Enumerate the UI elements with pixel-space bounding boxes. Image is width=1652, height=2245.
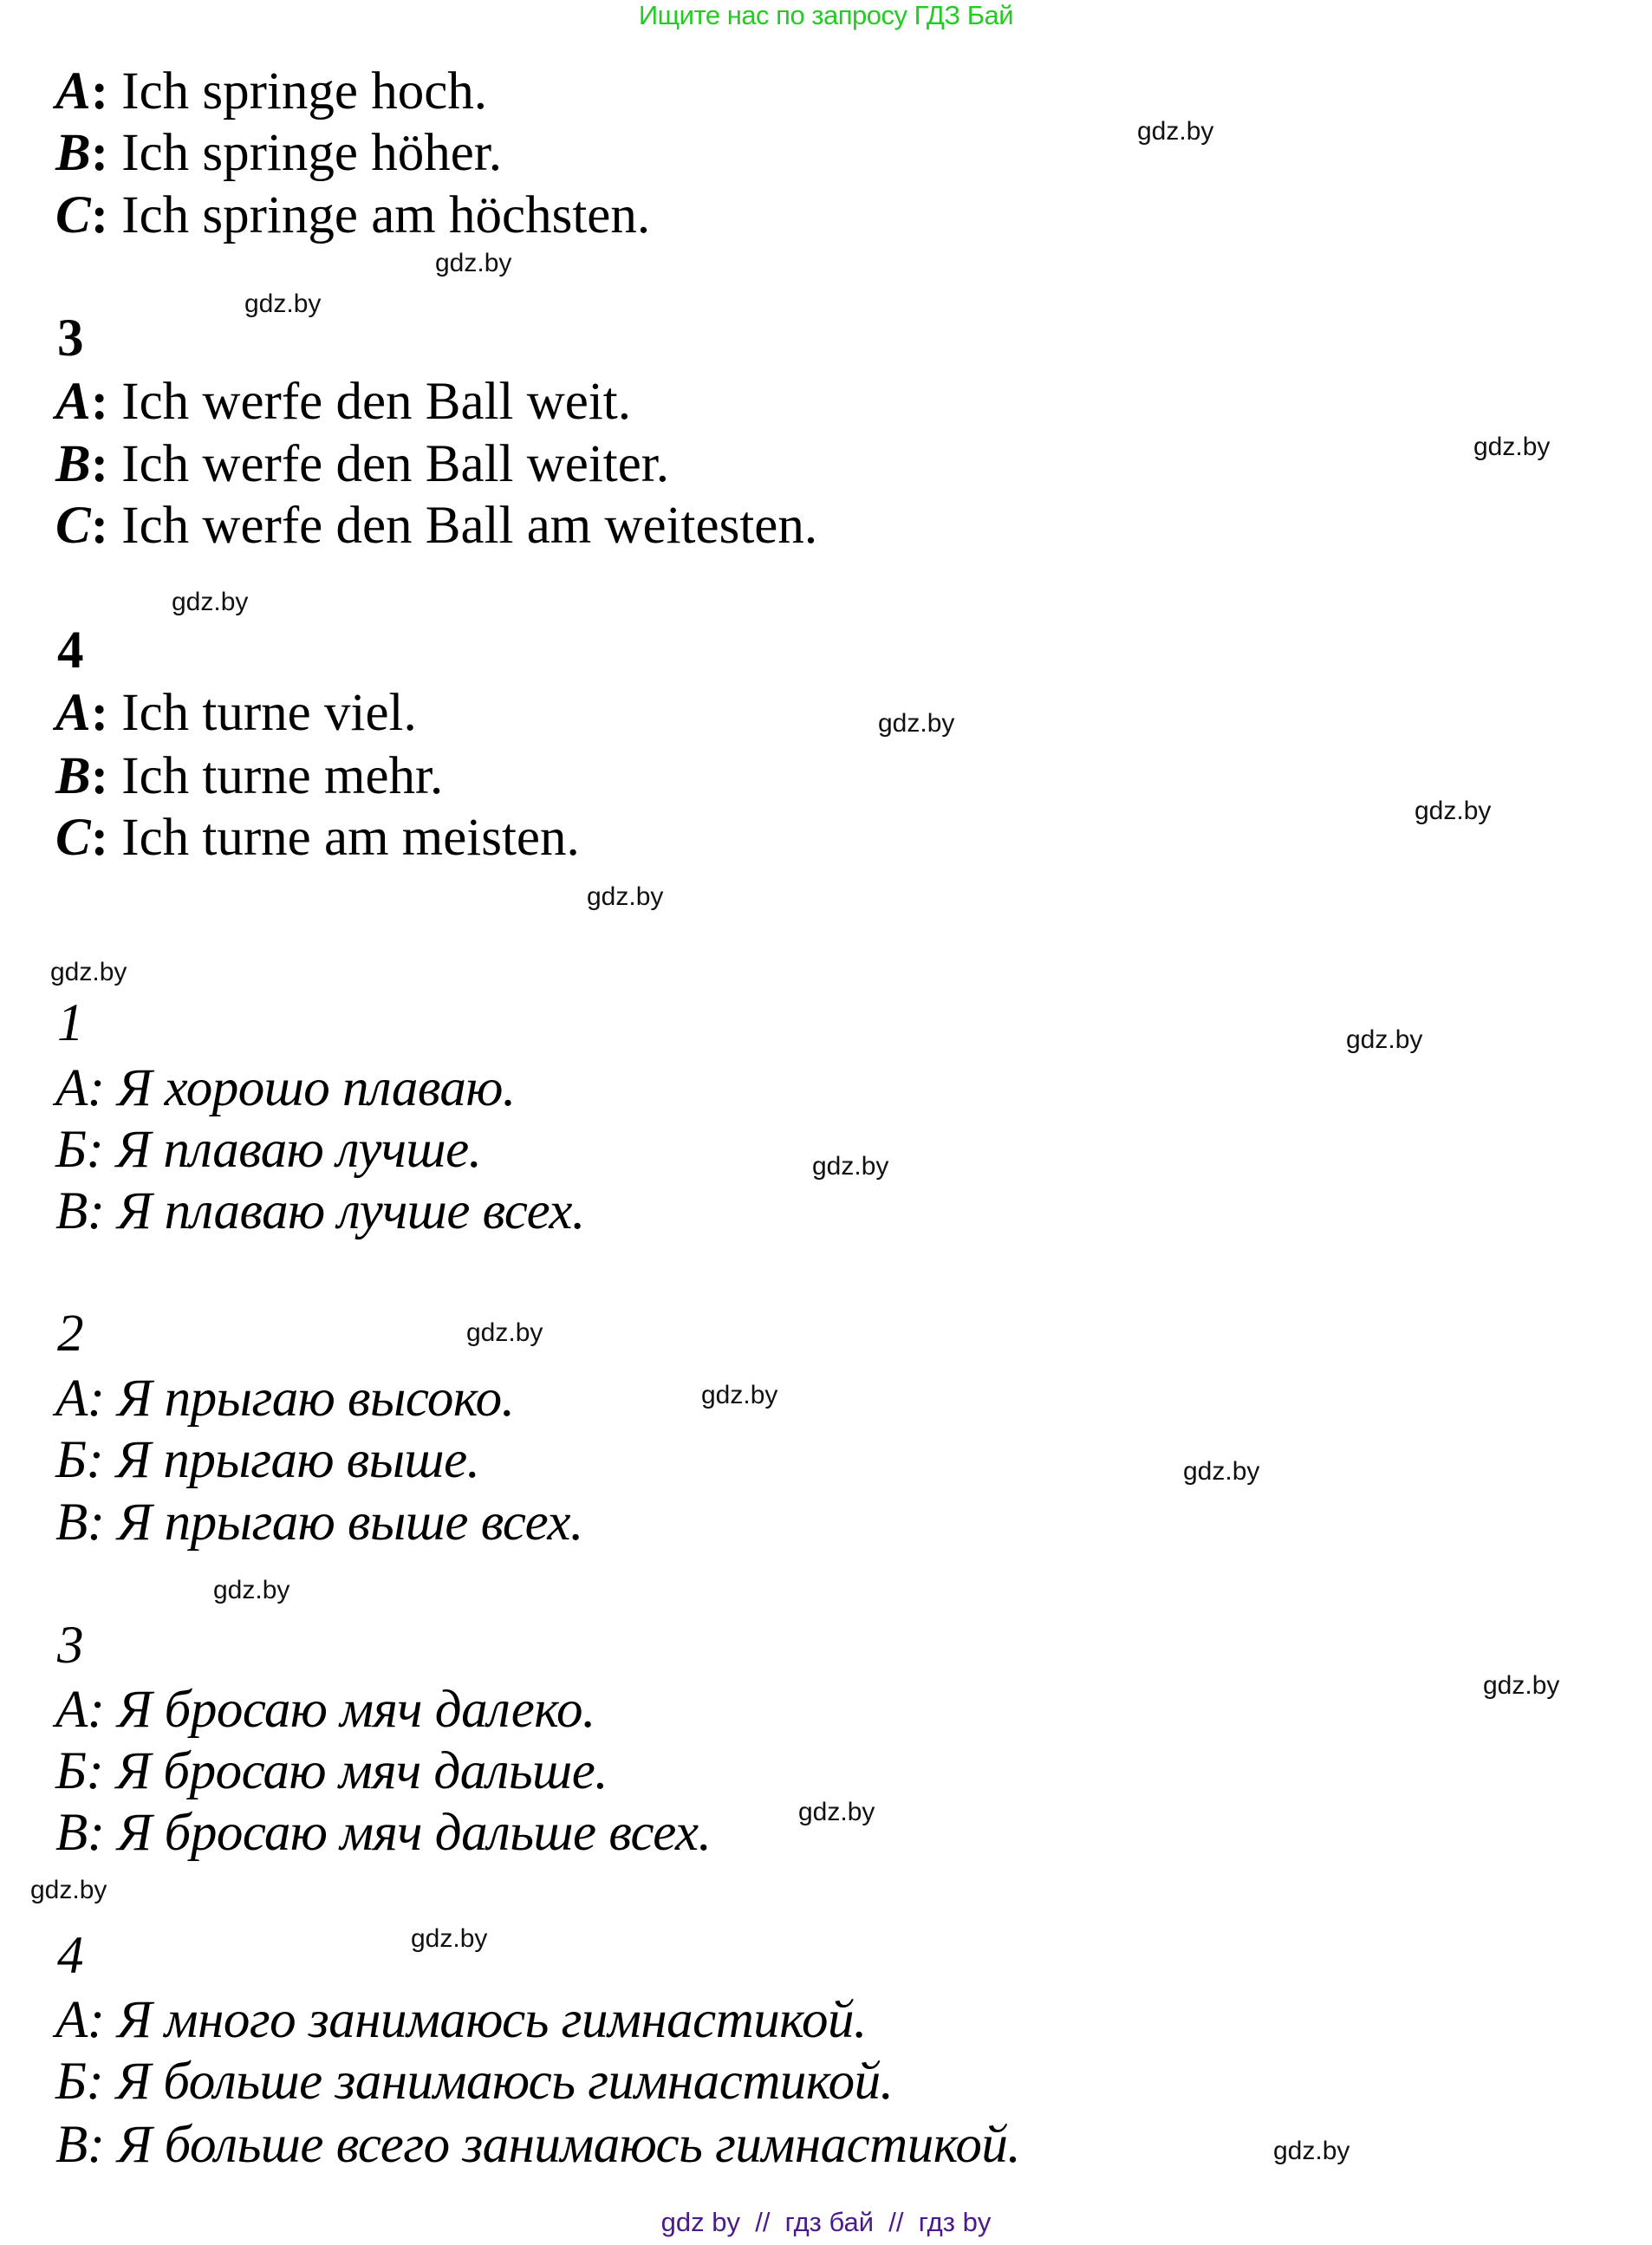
- german-line: [55, 807, 580, 869]
- speaker-label: C: [55, 497, 91, 555]
- section-number: 3: [57, 1617, 84, 1675]
- colon: :: [90, 747, 109, 805]
- german-line: [55, 185, 650, 247]
- german-line: [55, 122, 502, 185]
- watermark: gdz.by: [50, 958, 127, 986]
- watermark: gdz.by: [213, 1576, 290, 1604]
- colon: :: [90, 373, 109, 431]
- sentence: Ich turne viel.: [108, 684, 417, 742]
- russian-line: Б: Я больше занимаюсь гимнастикой.: [55, 2053, 894, 2111]
- speaker-label: B: [55, 124, 91, 182]
- speaker-label: A: [55, 62, 91, 120]
- sentence: Ich werfe den Ball weit.: [108, 373, 631, 431]
- sentence: Ich turne am meisten.: [108, 809, 580, 867]
- section-number: 3: [57, 309, 84, 368]
- sentence: Ich springe am höchsten.: [108, 186, 651, 244]
- colon: :: [90, 684, 109, 742]
- russian-line: В: Я плаваю лучше всех.: [55, 1182, 585, 1240]
- german-line: [55, 371, 631, 433]
- watermark: gdz.by: [1273, 2137, 1350, 2165]
- sentence: Ich springe höher.: [108, 124, 503, 182]
- watermark: gdz.by: [701, 1381, 778, 1409]
- russian-line: Б: Я прыгаю выше.: [55, 1431, 480, 1489]
- russian-line: Б: Я бросаю мяч дальше.: [55, 1742, 608, 1800]
- section-number: 4: [57, 1927, 84, 1985]
- speaker-label: B: [55, 747, 91, 805]
- speaker-label: A: [55, 373, 91, 431]
- german-line: [55, 61, 487, 123]
- speaker-label: C: [55, 186, 91, 244]
- watermark: gdz.by: [1137, 117, 1214, 146]
- german-line: [55, 745, 443, 808]
- speaker-label: A: [55, 684, 91, 742]
- watermark: gdz.by: [1346, 1025, 1423, 1054]
- russian-line: В: Я прыгаю выше всех.: [55, 1493, 583, 1552]
- section-number: 2: [57, 1305, 84, 1363]
- watermark: gdz.by: [30, 1876, 107, 1904]
- colon: :: [90, 497, 109, 555]
- watermark: gdz.by: [798, 1798, 875, 1826]
- german-line: [55, 495, 817, 557]
- sentence: Ich springe hoch.: [108, 62, 488, 120]
- russian-line: В: Я больше всего занимаюсь гимнастикой.: [55, 2116, 1021, 2174]
- watermark: gdz.by: [244, 290, 322, 318]
- german-line: [55, 433, 669, 496]
- russian-line: В: Я бросаю мяч дальше всех.: [55, 1804, 712, 1862]
- colon: :: [90, 435, 109, 493]
- colon: :: [90, 124, 109, 182]
- colon: :: [90, 809, 109, 867]
- watermark: gdz.by: [435, 249, 512, 277]
- search-hint-header: Ищите нас по запросу ГДЗ Бай: [638, 0, 1014, 30]
- speaker-label: C: [55, 809, 91, 867]
- section-number: 4: [57, 621, 84, 680]
- section-number: 1: [57, 994, 84, 1052]
- russian-line: А: Я бросаю мяч далеко.: [55, 1681, 595, 1739]
- watermark: gdz.by: [878, 709, 955, 738]
- german-line: [55, 682, 417, 745]
- colon: :: [90, 62, 109, 120]
- russian-line: А: Я прыгаю высоко.: [55, 1370, 515, 1428]
- russian-line: Б: Я плаваю лучше.: [55, 1121, 482, 1179]
- watermark: gdz.by: [1183, 1457, 1260, 1486]
- colon: :: [90, 186, 109, 244]
- watermark: gdz.by: [172, 588, 249, 616]
- sentence: Ich turne mehr.: [108, 747, 444, 805]
- russian-line: А: Я много занимаюсь гимнастикой.: [55, 1991, 867, 2049]
- russian-line: А: Я хорошо плаваю.: [55, 1059, 516, 1117]
- watermark: gdz.by: [1415, 797, 1492, 825]
- sentence: Ich werfe den Ball am weitesten.: [108, 497, 818, 555]
- speaker-label: B: [55, 435, 91, 493]
- footer-links: gdz by // гдз бай // гдз by: [660, 2207, 992, 2237]
- watermark: gdz.by: [812, 1152, 889, 1181]
- sentence: Ich werfe den Ball weiter.: [108, 435, 670, 493]
- watermark: gdz.by: [1473, 433, 1551, 461]
- watermark: gdz.by: [1483, 1671, 1560, 1700]
- watermark: gdz.by: [587, 882, 664, 911]
- watermark: gdz.by: [466, 1318, 543, 1347]
- watermark: gdz.by: [411, 1924, 488, 1953]
